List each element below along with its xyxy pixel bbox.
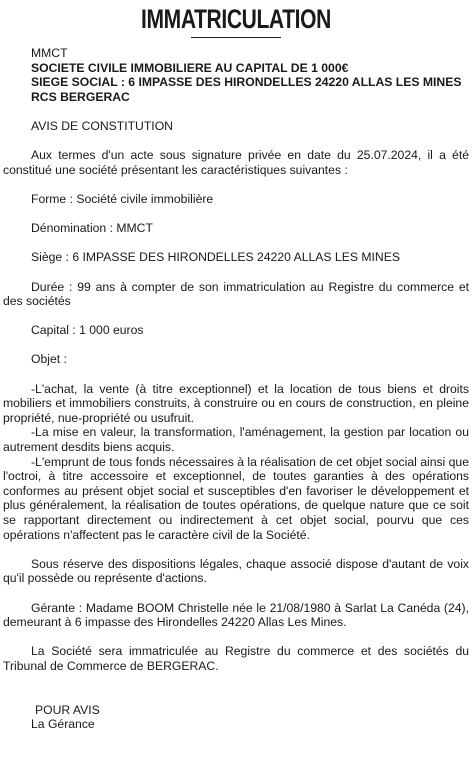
field-duree: Durée : 99 ans à compter de son immatriculation au Registre du commerce et des sociétés xyxy=(3,279,469,309)
field-denomination: Dénomination : MMCT xyxy=(31,221,153,236)
field-objet-label: Objet : xyxy=(31,352,67,367)
manager-paragraph: Gérante : Madame BOOM Christelle née le 21/08/1980 à Sarlat La Canéda (24), demeurant à 6 impasse des Hirondelles 24220 Allas Les Mines. xyxy=(3,600,469,630)
intro-paragraph: Aux termes d'un acte sous signature privée en date du 25.07.2024, il a été constitué une société présentant les caractéristiques suivantes : xyxy=(3,148,469,177)
registration-paragraph: La Société sera immatriculée au Registre du commerce et des sociétés du Tribunal de Commerce de BERGERAC. xyxy=(3,644,469,673)
title-underline xyxy=(191,37,281,38)
page-title: IMMATRICULATION xyxy=(141,4,331,34)
company-name: MMCT xyxy=(31,46,68,60)
signature-gerance: La Gérance xyxy=(31,717,95,732)
field-forme: Forme : Société civile immobilière xyxy=(31,191,214,206)
objet-item: -La mise en valeur, la transformation, l'aménagement, la gestion par location ou autrement desdits biens acquis. xyxy=(3,425,469,455)
objet-item: -L'achat, la vente (à titre exceptionnel) et la location de tous biens et droits mobiliers et immobiliers construits, à construire ou en cours de construction, en pleine propriété, nue-propriété ou usufruit. xyxy=(3,381,469,425)
voting-rights-paragraph: Sous réserve des dispositions légales, chaque associé dispose d'autant de voix qu'il possède ou représente d'actions. xyxy=(3,556,469,586)
notice-body xyxy=(3,46,469,732)
company-legal-form: SOCIETE CIVILE IMMOBILIERE AU CAPITAL DE 1 000€ xyxy=(31,60,349,75)
company-rcs: RCS BERGERAC xyxy=(31,89,130,104)
field-siege: Siège : 6 IMPASSE DES HIRONDELLES 24220 ALLAS LES MINES xyxy=(31,250,400,265)
notice-type: AVIS DE CONSTITUTION xyxy=(31,118,173,133)
objet-item: -L'emprunt de tous fonds nécessaires à la réalisation de cet objet social ainsi que l'octroi, à titre accessoire et exceptionnel, de toutes garanties à des opérations conformes au présent objet social et susceptibles d'en favoriser le développement et plus généralement, la réalisation de toutes opérations, de quelque nature que ce soit se rapportant directement ou indirectement à cet objet social, pourvu que ces opérations n'affectent pas le caractère civil de la Société. xyxy=(3,454,469,542)
company-head-office: SIEGE SOCIAL : 6 IMPASSE DES HIRONDELLES 24220 ALLAS LES MINES xyxy=(31,75,462,90)
field-capital: Capital : 1 000 euros xyxy=(31,323,144,338)
signature-pour-avis: POUR AVIS xyxy=(35,702,100,717)
